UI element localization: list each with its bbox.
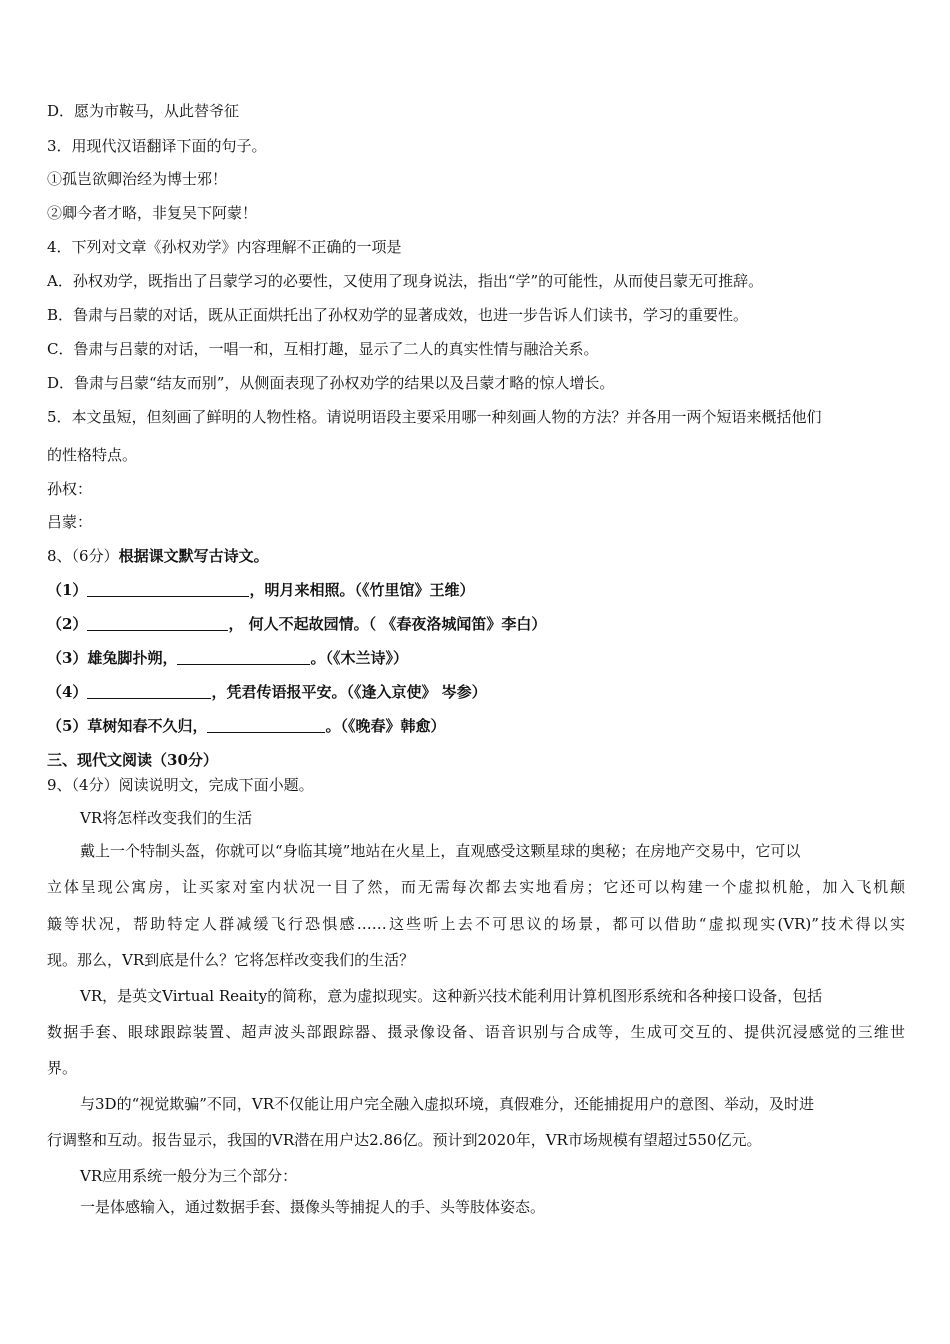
q4-option-b: B．鲁肃与吕蒙的对话，既从正面烘托出了孙权劝学的显著成效，也进一步告诉人们读书，学习的重要性。 [47, 306, 749, 324]
paragraph-4: VR应用系统一般分为三个部分： [80, 1167, 298, 1185]
q4-option-c: C．鲁肃与吕蒙的对话，一唱一和，互相打趣，显示了二人的真实性情与融洽关系。 [47, 340, 599, 358]
blank-4 [87, 683, 211, 699]
q5-stem-line-2: 的性格特点。 [47, 446, 138, 464]
q4-option-a: A．孙权劝学，既指出了吕蒙学习的必要性，又使用了现身说法，指出“学”的可能性，从而使吕蒙无可推辞。 [47, 272, 764, 290]
q3-sentence-1: ①孤岂欲卿治经为博士邪！ [47, 170, 228, 188]
blank-5 [207, 717, 325, 733]
article-title: VR将怎样改变我们的生活 [80, 809, 253, 827]
q8-number: 8、（6分） [47, 547, 119, 565]
paragraph-2-line-1: VR，是英文Virtual Reaity的简称，意为虚拟现实。这种新兴技术能利用计算机图形系统和各种接口设备，包括 [80, 987, 823, 1005]
q8-item-4: （4） ，凭君传语报平安。（《逢入京使》 岑参） [47, 683, 487, 701]
q8-item-3: （3）雄兔脚扑朔， 。（《木兰诗》） [47, 649, 408, 667]
blank-2 [87, 615, 228, 631]
q5-stem-line-1: 5．本文虽短，但刻画了鲜明的人物性格。请说明语段主要采用哪一种刻画人物的方法？并各用一两个短语来概括他们 [47, 408, 822, 426]
q8-item-2: （2） ， 何人不起故园情。（ 《春夜洛城闻笛》李白） [47, 615, 547, 633]
q4-stem: 4．下列对文章《孙权劝学》内容理解不正确的一项是 [47, 238, 402, 256]
paragraph-3-line-1: 与3D的“视觉欺骗”不同，VR不仅能让用户完全融入虚拟环境，真假难分，还能捕捉用户的意图、举动，及时进 [80, 1095, 815, 1113]
q2-option-d: D．愿为市鞍马，从此替爷征 [47, 102, 240, 120]
paragraph-1-line-4: 现。那么，VR到底是什么？它将怎样改变我们的生活？ [47, 951, 415, 969]
section-3-heading: 三、现代文阅读（30分） [47, 751, 218, 769]
paragraph-1-line-1: 戴上一个特制头盔，你就可以“身临其境”地站在火星上，直观感受这颗星球的奥秘；在房地产交易中，它可以 [80, 842, 801, 860]
q5-answer-lumeng: 吕蒙： [47, 513, 93, 531]
q3-stem: 3．用现代汉语翻译下面的句子。 [47, 137, 267, 155]
q8-item-1: （1） ，明月来相照。（《竹里馆》王维） [47, 581, 475, 599]
paragraph-5: 一是体感输入，通过数据手套、摄像头等捕捉人的手、头等肢体姿态。 [80, 1198, 546, 1216]
paragraph-2-line-3: 界。 [47, 1059, 78, 1077]
paragraph-3-line-2: 行调整和互动。报告显示，我国的VR潜在用户达2.86亿。预计到2020年，VR市场规模有望超过550亿元。 [47, 1131, 762, 1149]
q9-stem: 9、（4分）阅读说明文，完成下面小题。 [47, 776, 314, 794]
q8-title: 根据课文默写古诗文。 [118, 547, 269, 565]
q5-answer-sunquan: 孙权： [47, 480, 93, 498]
paragraph-1-line-2: 立体呈现公寓房，让买家对室内状况一目了然，而无需每次都去实地看房；它还可以构建一个虚拟机舱，加入飞机颠 [47, 878, 905, 896]
paragraph-2-line-2: 数据手套、眼球跟踪装置、超声波头部跟踪器、摄录像设备、语音识别与合成等，生成可交互的、提供沉浸感觉的三维世 [47, 1023, 905, 1041]
q4-option-d: D．鲁肃与吕蒙“结友而别”，从侧面表现了孙权劝学的结果以及吕蒙才略的惊人增长。 [47, 374, 615, 392]
q8-item-5: （5）草树知春不久归， 。（《晚春》韩愈） [47, 717, 446, 735]
q8-heading [47, 546, 269, 566]
paragraph-1-line-3: 簸等状况，帮助特定人群减缓飞行恐惧感……这些听上去不可思议的场景，都可以借助“虚拟现实(VR)”技术得以实 [47, 915, 905, 933]
q3-sentence-2: ②卿今者才略，非复吴下阿蒙！ [47, 204, 258, 222]
blank-3 [177, 649, 310, 665]
blank-1 [87, 581, 249, 597]
